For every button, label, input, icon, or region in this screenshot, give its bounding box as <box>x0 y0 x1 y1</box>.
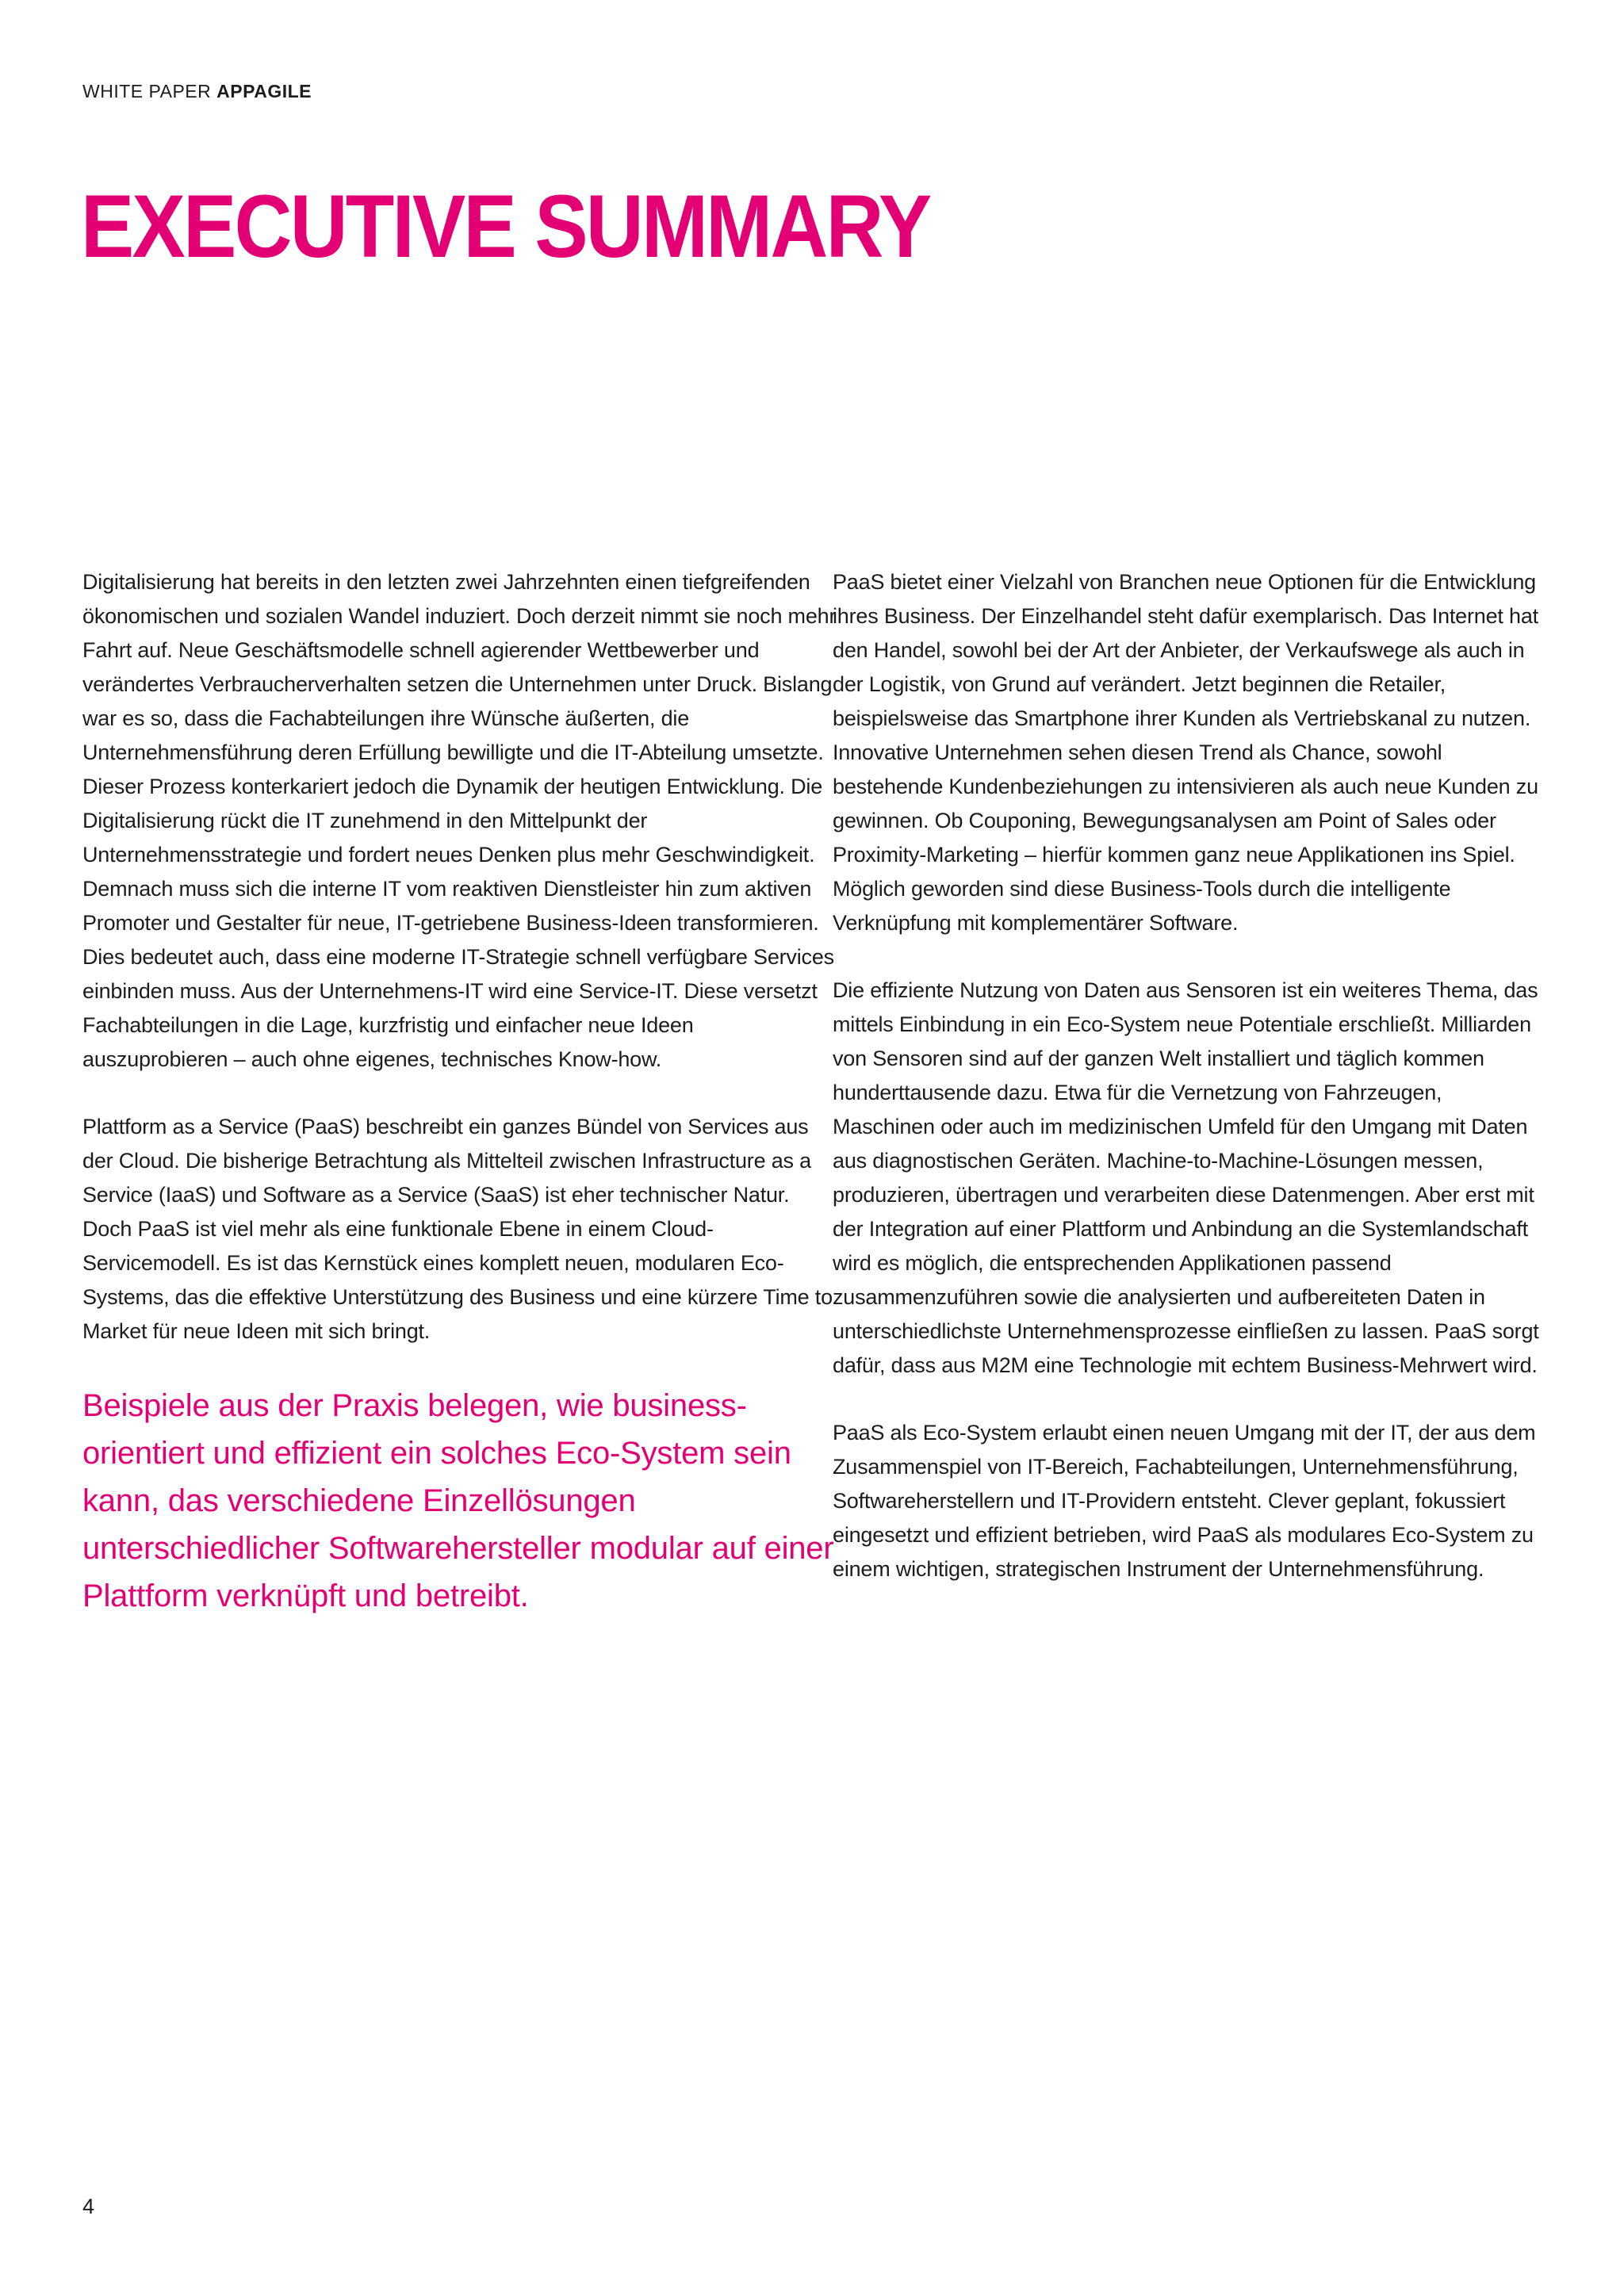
header-prefix: WHITE PAPER <box>82 81 217 101</box>
right-column <box>833 565 1546 1620</box>
body-paragraph: Digitalisierung hat bereits in den letzten zwei Jahrzehnten einen tiefgreifenden ökonomischen und sozialen Wandel induziert. Doch derzeit nimmt sie noch mehr Fahrt auf. Neue Geschäftsmodelle schnell agierender Wettbewerber und verändertes Verbraucherverhalten setzen die Unternehmen unter Druck. Bislang war es so, dass die Fachabteilungen ihre Wünsche äußerten, die Unternehmensführung deren Erfüllung bewilligte und die IT-Abteilung umsetzte. Dieser Prozess konterkariert jedoch die Dynamik der heutigen Entwicklung. Die Digitalisierung rückt die IT zunehmend in den Mittelpunkt der Unternehmensstrategie und fordert neues Denken plus mehr Geschwindigkeit. Demnach muss sich die interne IT vom reaktiven Dienstleister hin zum aktiven Promoter und Gestalter für neue, IT-getriebene Business-Ideen transformieren. Dies bedeutet auch, dass eine moderne IT-Strategie schnell verfügbare Services einbinden muss. Aus der Unternehmens-IT wird eine Service-IT. Diese versetzt Fachabteilungen in die Lage, kurzfristig und einfacher neue Ideen auszuprobieren – auch ohne eigenes, technisches Know-how. <box>82 570 837 1071</box>
left-column <box>82 565 844 1653</box>
header-brand: APPAGILE <box>216 81 312 101</box>
running-header <box>82 81 312 102</box>
body-paragraph: PaaS bietet einer Vielzahl von Branchen neue Optionen für die Entwicklung ihres Business. Der Einzelhandel steht dafür exemplarisch. Das Internet hat den Handel, sowohl bei der Art der Anbieter, der Verkaufswege als auch in der Logistik, von Grund auf verändert. Jetzt beginnen die Retailer, beispielsweise das Smartphone ihrer Kunden als Vertriebskanal zu nutzen. Innovative Unternehmen sehen diesen Trend als Chance, sowohl bestehende Kundenbeziehungen zu intensivieren als auch neue Kunden zu gewinnen. Ob Couponing, Bewegungsanalysen am Point of Sales oder Proximity-Marketing – hierfür kommen ganz neue Applikationen ins Spiel. Möglich geworden sind diese Business-Tools durch die intelligente Verknüpfung mit komplementärer Software. <box>833 570 1538 935</box>
page-title: EXECUTIVE SUMMARY <box>81 177 930 276</box>
body-paragraph: PaaS als Eco-System erlaubt einen neuen Umgang mit der IT, der aus dem Zusammenspiel von IT-Bereich, Fachabteilungen, Unternehmensführung, Softwareherstellern und IT-Providern entsteht. Clever geplant, fokussiert eingesetzt und effizient betrieben, wird PaaS als modulares Eco-System zu einem wichtigen, strategischen Instrument der Unternehmensführung. <box>833 1421 1536 1581</box>
body-paragraph: Die effiziente Nutzung von Daten aus Sensoren ist ein weiteres Thema, das mittels Einbindung in ein Eco-System neue Potentiale erschließt. Milliarden von Sensoren sind auf der ganzen Welt installiert und täglich kommen hunderttausende dazu. Etwa für die Vernetzung von Fahrzeugen, Maschinen oder auch im medizinischen Umfeld für den Umgang mit Daten aus diagnostischen Geräten. Machine-to-Machine-Lösungen messen, produzieren, übertragen und verarbeiten diese Datenmengen. Aber erst mit der Integration auf einer Plattform und Anbindung an die Systemlandschaft wird es möglich, die entsprechenden Applikationen passend zusammenzuführen sowie die analysierten und aufbereiteten Daten in unterschiedlichste Unternehmensprozesse einfließen zu lassen. PaaS sorgt dafür, dass aus M2M eine Technologie mit echtem Business-Mehrwert wird. <box>833 978 1539 1377</box>
page-number: 4 <box>82 2195 95 2218</box>
pull-quote: Beispiele aus der Praxis belegen, wie business-orientiert und effizient ein solches Eco-System sein kann, das verschiedene Einzellösungen unterschiedlicher Softwarehersteller modular auf einer Plattform verknüpft und betreibt. <box>82 1388 834 1613</box>
body-paragraph: Plattform as a Service (PaaS) beschreibt ein ganzes Bündel von Services aus der Cloud. Die bisherige Betrachtung als Mittelteil zwischen Infrastructure as a Service (IaaS) und Software as a Service (SaaS) ist eher technischer Natur. Doch PaaS ist viel mehr als eine funktionale Ebene in einem Cloud-Servicemodell. Es ist das Kernstück eines komplett neuen, modularen Eco-Systems, das die effektive Unterstützung des Business und eine kürzere Time to Market für neue Ideen mit sich bringt. <box>82 1115 833 1343</box>
